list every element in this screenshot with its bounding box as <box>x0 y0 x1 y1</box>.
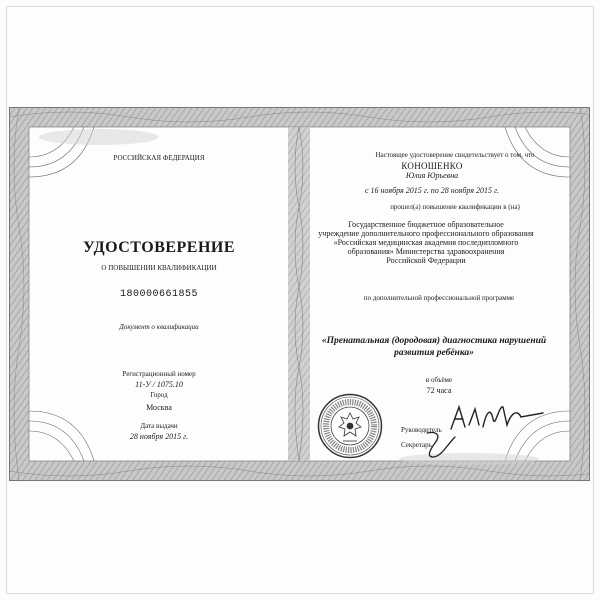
city: Москва <box>146 403 172 412</box>
intro-text: Настоящее удостоверение свидетельствует о том, что <box>375 151 535 159</box>
issue-date: 28 ноября 2015 г. <box>129 432 189 441</box>
certificate <box>9 107 590 481</box>
institution-line-1: Государственное бюджетное образовательное <box>348 220 504 229</box>
institution-line-5: Российской Федерации <box>386 256 466 265</box>
secretary-signature <box>421 427 461 461</box>
recipient-given-names: Юлия Юрьевна <box>405 171 459 180</box>
volume-label: в объёме <box>425 376 453 384</box>
city-label: Город <box>150 391 168 399</box>
hours: 72 часа <box>426 386 452 395</box>
document-subtitle: О ПОВЫШЕНИИ КВАЛИФИКАЦИИ <box>101 264 217 272</box>
institution-line-3: «Российская медицинская академия последипломного <box>333 238 519 247</box>
program-title-line-2: развития ребёнка» <box>394 348 474 358</box>
institution-line-4: образования» Министерства здравоохранения <box>347 247 505 256</box>
reg-number-label: Регистрационный номер <box>122 370 196 378</box>
secretary-label: Секретарь <box>401 441 432 449</box>
program-title-line-1: «Пренатальная (дородовая) диагностика нарушений <box>321 336 547 346</box>
serial-number: 180000661855 <box>119 289 199 300</box>
official-seal <box>317 393 383 459</box>
issue-date-label: Дата выдачи <box>140 422 178 430</box>
training-period: с 16 ноября 2015 г. по 28 ноября 2015 г. <box>364 186 500 195</box>
institution-line-2: учреждение дополнительного профессионального образования <box>318 229 534 238</box>
head-label: Руководитель <box>401 426 442 434</box>
program-label: по дополнительной профессиональной программе <box>363 294 515 302</box>
recipient-surname: КОНОШЕНКО <box>401 161 463 171</box>
training-text: прошел(а) повышение квалификации в (на) <box>390 203 520 211</box>
document-title: УДОСТОВЕРЕНИЕ <box>82 239 236 256</box>
reg-number: 11-У / 1075.10 <box>135 380 183 389</box>
country-label: РОССИЙСКАЯ ФЕДЕРАЦИЯ <box>113 154 205 162</box>
document-type: Документ о квалификации <box>119 323 199 331</box>
head-signature <box>447 399 547 437</box>
